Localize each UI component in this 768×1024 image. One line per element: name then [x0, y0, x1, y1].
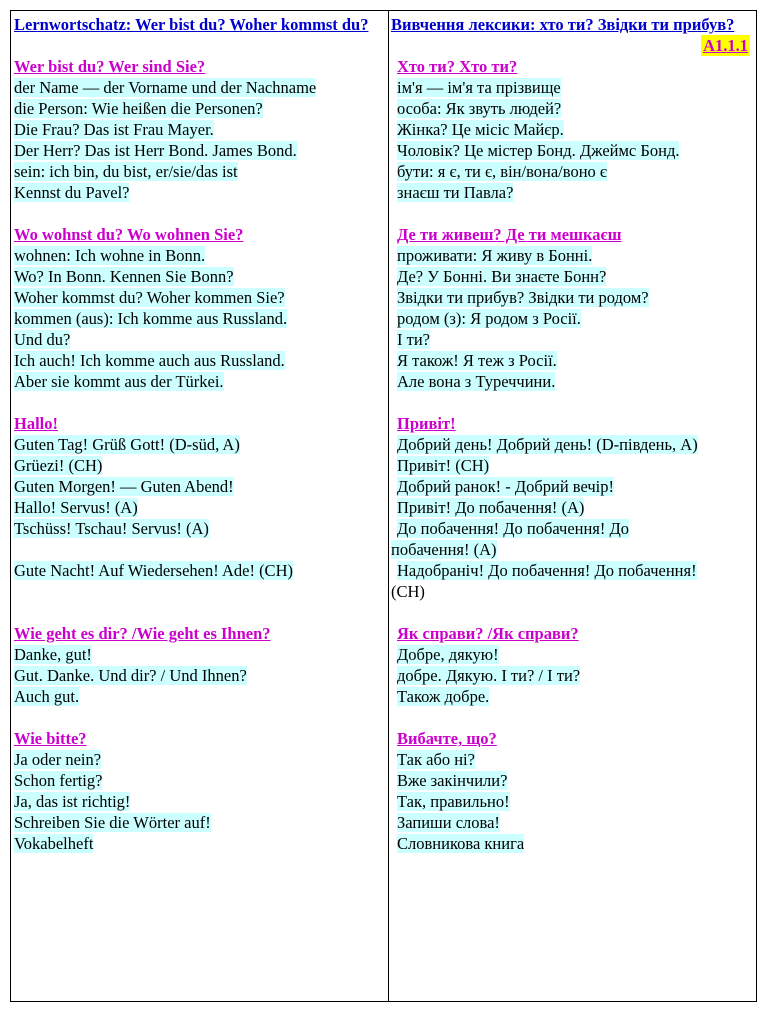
vocab-line: Grüezi! (CH) [14, 456, 103, 475]
vocab-line: Де? У Бонні. Ви знаєте Бонн? [397, 267, 607, 286]
vocab-line: Die Frau? Das ist Frau Mayer. [14, 120, 214, 139]
section-heading: Hallo! [14, 414, 58, 433]
vocab-line: Привіт! (CH) [397, 456, 490, 475]
vocab-line: Kennst du Pavel? [14, 183, 130, 202]
vocab-line: Добрий ранок! - Добрий вечір! [397, 477, 615, 496]
vocab-line: Звідки ти прибув? Звідки ти родом? [397, 288, 649, 307]
vocab-line: Я також! Я теж з Росії. [397, 351, 557, 370]
vocab-line: Так, правильно! [397, 792, 510, 811]
vocab-line: Wo? In Bonn. Kennen Sie Bonn? [14, 267, 234, 286]
vocab-line: Und du? [14, 330, 71, 349]
vocab-line: Gut. Danke. Und dir? / Und Ihnen? [14, 666, 247, 685]
vocab-line: Чоловік? Це містер Бонд. Джеймс Бонд. [397, 141, 680, 160]
vocab-line: Словникова книга [397, 834, 525, 853]
vocab-line: Aber sie kommt aus der Türkei. [14, 372, 224, 391]
vocab-line: Запиши слова! [397, 813, 500, 832]
vocab-line: ім'я — ім'я та прізвище [397, 78, 561, 97]
vocab-line: Добре, дякую! [397, 645, 499, 664]
vocab-line: До побачення! До побачення! До [397, 519, 630, 538]
vocab-line: Добрий день! Добрий день! (D-південь, A) [397, 435, 698, 454]
vocab-line: Але вона з Туреччини. [397, 372, 556, 391]
vocabulary-table [10, 10, 757, 1002]
level-badge: A1.1.1 [703, 36, 748, 55]
section-heading: Wie bitte? [14, 729, 87, 748]
vocab-line: Вже закінчили? [397, 771, 508, 790]
section-heading: Привіт! [397, 414, 456, 433]
vocab-line: Auch gut. [14, 687, 80, 706]
vocab-line: Ich auch! Ich komme auch aus Russland. [14, 351, 285, 370]
section-heading: Де ти живеш? Де ти мешкаєш [397, 225, 622, 244]
german-title: Lernwortschatz: Wer bist du? Woher kommst du? [14, 15, 369, 34]
section-heading: Wie geht es dir? /Wie geht es Ihnen? [14, 624, 271, 643]
vocab-line: (CH) [391, 582, 425, 601]
vocab-line: І ти? [397, 330, 430, 349]
vocab-line: Danke, gut! [14, 645, 92, 664]
ukrainian-title-text: Вивчення лексики: хто ти? Звідки ти прибув? [391, 15, 735, 34]
vocab-line: kommen (aus): Ich komme aus Russland. [14, 309, 288, 328]
ukrainian-title [391, 14, 753, 55]
vocab-line: добре. Дякую. І ти? / І ти? [397, 666, 581, 685]
vocab-line: родом (з): Я родом з Росії. [397, 309, 581, 328]
vocab-line: Schon fertig? [14, 771, 103, 790]
vocab-line [14, 539, 384, 560]
vocab-line: Vokabelheft [14, 834, 94, 853]
section-heading: Wer bist du? Wer sind Sie? [14, 57, 206, 76]
vocab-line: Так або ні? [397, 750, 475, 769]
german-column [14, 11, 384, 854]
section-heading: Як справи? /Як справи? [397, 624, 579, 643]
vocab-line: die Person: Wie heißen die Personen? [14, 99, 263, 118]
vocab-line: особа: Як звуть людей? [397, 99, 562, 118]
vocab-line: Ja oder nein? [14, 750, 102, 769]
section-heading: Хто ти? Хто ти? [397, 57, 518, 76]
vocab-line: Також добре. [397, 687, 490, 706]
vocab-line: Schreiben Sie die Wörter auf! [14, 813, 211, 832]
vocab-line: sein: ich bin, du bist, er/sie/das ist [14, 162, 238, 181]
vocab-line: знаєш ти Павла? [397, 183, 514, 202]
vocab-line: Надобраніч! До побачення! До побачення! [397, 561, 697, 580]
vocab-line: Gute Nacht! Auf Wiedersehen! Ade! (CH) [14, 561, 293, 580]
vocab-line: Ja, das ist richtig! [14, 792, 131, 811]
vocab-line: Woher kommst du? Woher kommen Sie? [14, 288, 285, 307]
vocab-line: Tschüss! Tschau! Servus! (A) [14, 519, 209, 538]
section-heading: Вибачте, що? [397, 729, 497, 748]
section-heading: Wo wohnst du? Wo wohnen Sie? [14, 225, 244, 244]
vocab-line: wohnen: Ich wohne in Bonn. [14, 246, 206, 265]
column-divider [388, 11, 389, 1001]
vocab-line: Guten Morgen! — Guten Abend! [14, 477, 234, 496]
vocab-line: Hallo! Servus! (A) [14, 498, 138, 517]
vocab-line: Жінка? Це місіс Майєр. [397, 120, 564, 139]
vocab-line: бути: я є, ти є, він/вона/воно є [397, 162, 607, 181]
vocab-line: der Name — der Vorname und der Nachname [14, 78, 317, 97]
vocab-line: проживати: Я живу в Бонні. [397, 246, 593, 265]
vocab-line: побачення! (A) [391, 540, 497, 559]
vocab-line: Der Herr? Das ist Herr Bond. James Bond. [14, 141, 297, 160]
vocab-line: Привіт! До побачення! (A) [397, 498, 585, 517]
ukrainian-column [391, 11, 753, 854]
vocab-line: Guten Tag! Grüß Gott! (D-süd, A) [14, 435, 240, 454]
